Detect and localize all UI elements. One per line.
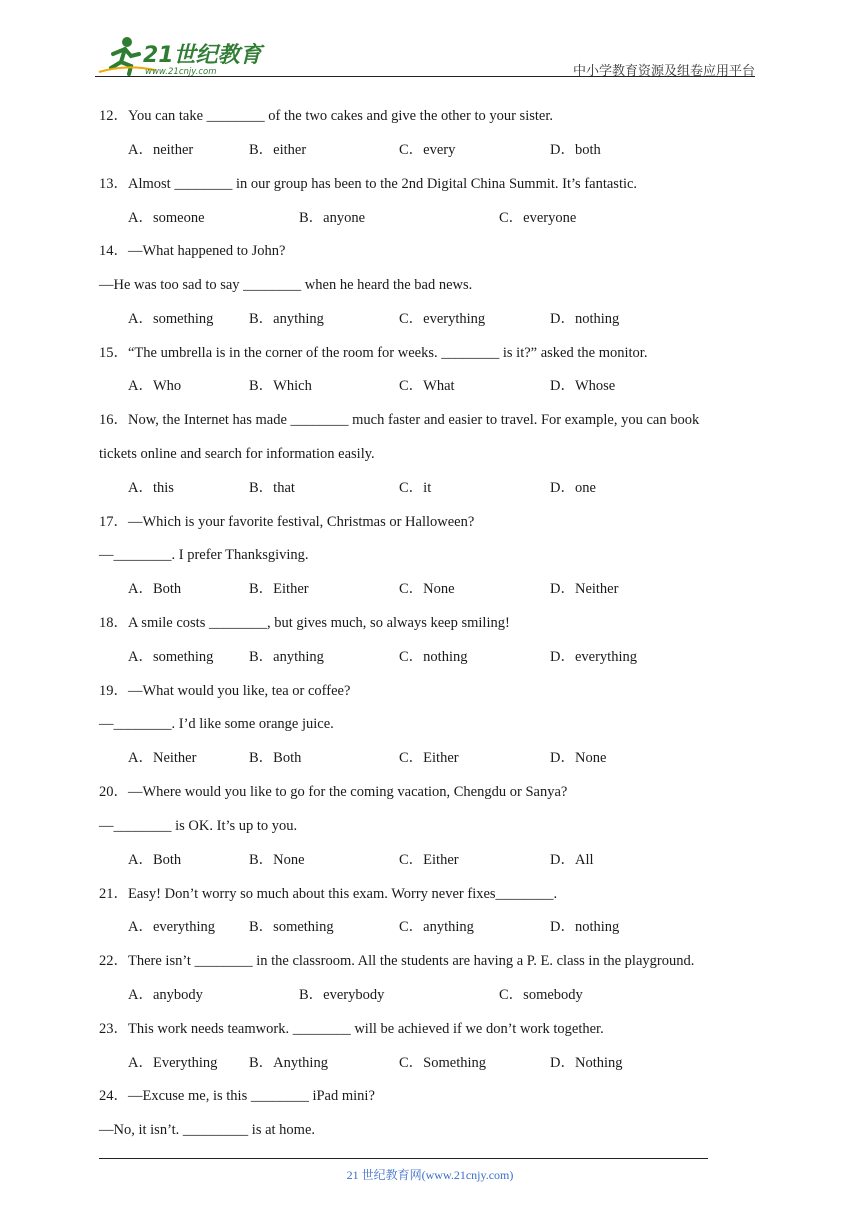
question-17-option-d[interactable]: D．Neither	[550, 581, 619, 597]
question-20-option-d[interactable]: D．All	[550, 852, 594, 868]
question-23-stem: 23．This work needs teamwork. ________ will be achieved if we don’t work together.	[99, 1021, 604, 1037]
question-19-option-b[interactable]: B．Both	[249, 750, 302, 766]
question-15-option-a[interactable]: A．Who	[128, 378, 182, 394]
question-16-option-b[interactable]: B．that	[249, 480, 295, 496]
question-14-option-a[interactable]: A．something	[128, 311, 214, 327]
question-22-option-c[interactable]: C．somebody	[499, 987, 583, 1003]
header-divider	[95, 76, 755, 77]
question-13-option-a[interactable]: A．someone	[128, 210, 205, 226]
question-22-stem: 22．There isn’t ________ in the classroom. All the students are having a P. E. class in the playground.	[99, 953, 695, 969]
question-15-stem: 15．“The umbrella is in the corner of the room for weeks. ________ is it?” asked the monitor.	[99, 345, 648, 361]
question-21-option-d[interactable]: D．nothing	[550, 919, 620, 935]
question-12-option-d[interactable]: D．both	[550, 142, 601, 158]
question-23-option-c[interactable]: C．Something	[399, 1055, 487, 1071]
question-13-option-b[interactable]: B．anyone	[299, 210, 366, 226]
question-16-option-c[interactable]: C．it	[399, 480, 432, 496]
question-19-stem-line-2: —________. I’d like some orange juice.	[99, 716, 334, 732]
question-14-option-d[interactable]: D．nothing	[550, 311, 620, 327]
question-15-option-d[interactable]: D．Whose	[550, 378, 616, 394]
question-22-option-b[interactable]: B．everybody	[299, 987, 385, 1003]
question-19-stem: 19．—What would you like, tea or coffee?	[99, 683, 351, 699]
question-23-option-b[interactable]: B．Anything	[249, 1055, 328, 1071]
question-14-option-c[interactable]: C．everything	[399, 311, 486, 327]
question-16-option-d[interactable]: D．one	[550, 480, 596, 496]
question-15-option-c[interactable]: C．What	[399, 378, 455, 394]
question-23-option-a[interactable]: A．Everything	[128, 1055, 218, 1071]
question-20-stem: 20．—Where would you like to go for the coming vacation, Chengdu or Sanya?	[99, 784, 568, 800]
question-14-option-b[interactable]: B．anything	[249, 311, 324, 327]
question-24-stem-line-2: —No, it isn’t. _________ is at home.	[99, 1122, 316, 1138]
question-18-option-a[interactable]: A．something	[128, 649, 214, 665]
question-22-option-a[interactable]: A．anybody	[128, 987, 203, 1003]
question-17-option-b[interactable]: B．Either	[249, 581, 309, 597]
question-12-option-a[interactable]: A．neither	[128, 142, 194, 158]
question-14-stem-line-2: —He was too sad to say ________ when he heard the bad news.	[99, 277, 473, 293]
site-logo	[95, 34, 265, 78]
question-24-stem: 24．—Excuse me, is this ________ iPad mini?	[99, 1088, 375, 1104]
question-20-option-a[interactable]: A．Both	[128, 852, 182, 868]
question-13-option-c[interactable]: C．everyone	[499, 210, 577, 226]
question-15-option-b[interactable]: B．Which	[249, 378, 312, 394]
question-17-option-a[interactable]: A．Both	[128, 581, 182, 597]
question-18-option-d[interactable]: D．everything	[550, 649, 637, 665]
question-17-stem-line-2: —________. I prefer Thanksgiving.	[99, 547, 309, 563]
question-16-stem: 16．Now, the Internet has made ________ much faster and easier to travel. For example, you can book	[99, 412, 700, 428]
question-18-option-c[interactable]: C．nothing	[399, 649, 468, 665]
question-20-option-b[interactable]: B．None	[249, 852, 305, 868]
question-18-stem: 18．A smile costs ________, but gives much, so always keep smiling!	[99, 615, 510, 631]
question-12-stem: 12．You can take ________ of the two cakes and give the other to your sister.	[99, 108, 553, 124]
question-19-option-c[interactable]: C．Either	[399, 750, 459, 766]
question-21-stem: 21．Easy! Don’t worry so much about this exam. Worry never fixes________.	[99, 886, 558, 902]
question-16-option-a[interactable]: A．this	[128, 480, 174, 496]
question-19-option-d[interactable]: D．None	[550, 750, 607, 766]
question-21-option-c[interactable]: C．anything	[399, 919, 474, 935]
question-17-option-c[interactable]: C．None	[399, 581, 455, 597]
question-23-option-d[interactable]: D．Nothing	[550, 1055, 623, 1071]
question-12-option-c[interactable]: C．every	[399, 142, 456, 158]
question-12-option-b[interactable]: B．either	[249, 142, 307, 158]
question-19-option-a[interactable]: A．Neither	[128, 750, 197, 766]
question-16-stem-line-2: tickets online and search for information easily.	[99, 446, 375, 462]
question-17-stem: 17．—Which is your favorite festival, Christmas or Halloween?	[99, 514, 475, 530]
footer-divider	[99, 1158, 708, 1159]
question-20-option-c[interactable]: C．Either	[399, 852, 459, 868]
footer-source: 21 世纪教育网(www.21cnjy.com)	[346, 1168, 514, 1182]
question-13-stem: 13．Almost ________ in our group has been to the 2nd Digital China Summit. It’s fantastic.	[99, 176, 638, 192]
svg-text:www.21cnjy.com: www.21cnjy.com	[145, 67, 217, 77]
svg-text:21世纪教育: 21世纪教育	[143, 43, 262, 68]
platform-title: 中小学教育资源及组卷应用平台	[572, 64, 755, 79]
question-14-stem: 14．—What happened to John?	[99, 243, 286, 259]
question-21-option-a[interactable]: A．everything	[128, 919, 215, 935]
question-20-stem-line-2: —________ is OK. It’s up to you.	[99, 818, 298, 834]
question-21-option-b[interactable]: B．something	[249, 919, 334, 935]
question-18-option-b[interactable]: B．anything	[249, 649, 324, 665]
page-header	[95, 30, 755, 78]
